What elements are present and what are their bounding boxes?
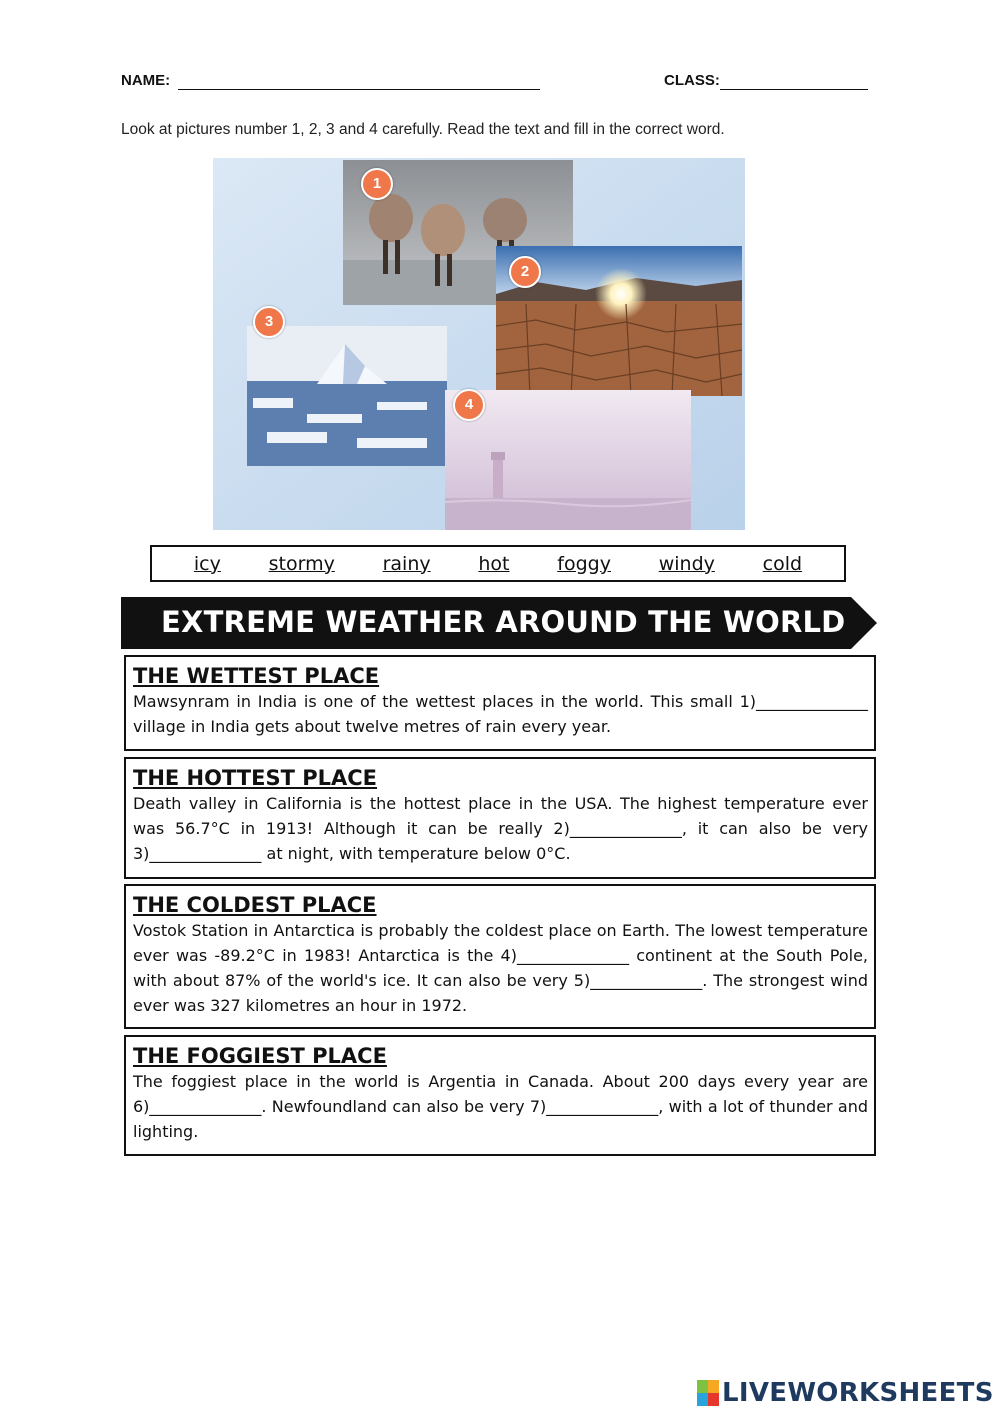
photo-icy: [247, 326, 447, 466]
icy-scene-image: [247, 326, 447, 466]
header-row: [121, 72, 871, 94]
word-bank: [150, 545, 846, 582]
picture-number-4: 4: [453, 389, 485, 421]
class-label: CLASS:: [664, 72, 720, 89]
section-text-hottest: Death valley in California is the hottest place in the USA. The highest temperature ever was 56.7°C in 1913! Although it can be really 2)______________, it can also be very 3)______________ at night, with temperature below 0°C.: [133, 794, 868, 863]
section-text-foggiest: The foggiest place in the world is Argentia in Canada. About 200 days every year are 6)______________. Newfoundland can also be very 7)______________, with a lot of thunder and lighting.: [133, 1072, 868, 1141]
banner-title: EXTREME WEATHER AROUND THE WORLD: [161, 605, 846, 639]
name-input-line[interactable]: [178, 89, 540, 90]
instruction-text: Look at pictures number 1, 2, 3 and 4 carefully. Read the text and fill in the correct word.: [121, 121, 725, 138]
section-text-wettest: Mawsynram in India is one of the wettest places in the world. This small 1)______________ village in India gets about twelve metres of rain every year.: [133, 692, 868, 736]
word-option-cold[interactable]: cold: [762, 552, 803, 575]
section-title-hottest: THE HOTTEST PLACE: [133, 766, 378, 790]
name-label: NAME:: [121, 72, 171, 89]
word-option-icy[interactable]: icy: [193, 552, 221, 575]
logo-mark-icon: [697, 1380, 719, 1406]
word-option-rainy[interactable]: rainy: [382, 552, 431, 575]
section-title-wettest: THE WETTEST PLACE: [133, 664, 380, 688]
section-foggiest: [124, 1035, 876, 1156]
picture-number-1: 1: [361, 168, 393, 200]
section-title-coldest: THE COLDEST PLACE: [133, 893, 377, 917]
liveworksheets-logo: [697, 1378, 994, 1408]
word-option-foggy[interactable]: foggy: [557, 552, 611, 575]
title-banner: [121, 597, 879, 649]
class-input-line[interactable]: [720, 89, 868, 90]
picture-number-2: 2: [509, 256, 541, 288]
logo-text: LIVEWORKSHEETS: [722, 1378, 994, 1408]
word-option-stormy[interactable]: stormy: [268, 552, 335, 575]
weather-photo-collage: [213, 158, 745, 530]
section-coldest: [124, 884, 876, 1029]
section-wettest: [124, 655, 876, 751]
word-option-windy[interactable]: windy: [658, 552, 715, 575]
section-hottest: [124, 757, 876, 879]
word-option-hot[interactable]: hot: [478, 552, 510, 575]
picture-number-3: 3: [253, 306, 285, 338]
section-text-coldest: Vostok Station in Antarctica is probably the coldest place on Earth. The lowest temperature ever was -89.2°C in 1983! Antarctica is the 4)______________ continent at the South Pole, with about 87% of the world's ice. It can also be very 5)______________. The strongest wind ever was 327 kilometres an hour in 1972.: [133, 921, 868, 1015]
section-title-foggiest: THE FOGGIEST PLACE: [133, 1044, 387, 1068]
